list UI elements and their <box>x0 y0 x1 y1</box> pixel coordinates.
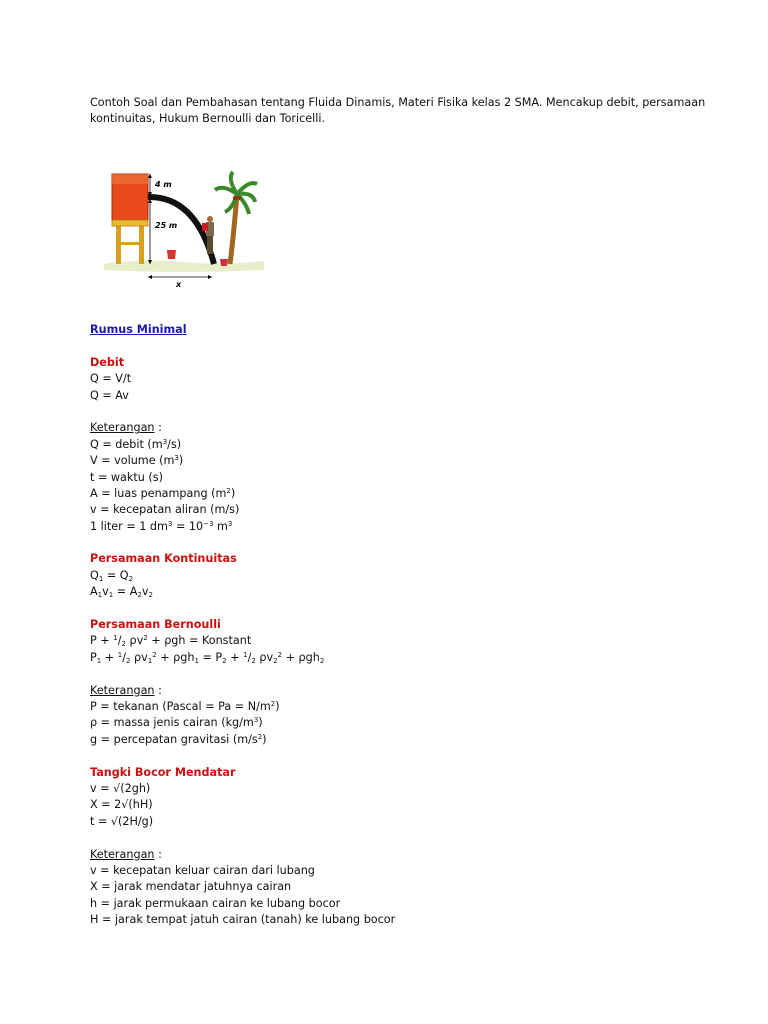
intro-paragraph: Contoh Soal dan Pembahasan tentang Fluida Dinamis, Materi Fisika kelas 2 SMA. Mencakup debit, persamaan kontinuitas, Hukum Bernoulli dan Toricelli. <box>90 96 706 125</box>
bernoulli-formula-1: $P + ^1/_2$ $\rho v^2 + \rho gh$ = Konstant <box>90 634 252 649</box>
formula-content <box>90 322 690 928</box>
label-25m: 25 m <box>155 221 178 230</box>
bernoulli-def-p: P = tekanan (Pascal = $Pa = N/m^2$) <box>90 699 280 713</box>
leaking-tank-figure <box>104 166 264 292</box>
debit-def-velocity: v = kecepatan aliran (m/s) <box>90 503 240 517</box>
bernoulli-def-g: g = percepatan gravitasi $(m/s^2)$ <box>90 732 267 746</box>
debit-def-t: t = waktu (s) <box>90 470 163 484</box>
bernoulli-formula-2: $P_1 + ^1/_2$ $\rho v_1^2 + \rho gh_1 = P_2 + ^1/_2$ $\rho v_2^2 + \rho gh_2$ <box>90 650 325 665</box>
debit-liter-conversion: 1 liter = 1 $dm^3 = 10^{-3}$ $m^3$ <box>90 519 233 533</box>
tangki-formula-3: t = √(2H/g) <box>90 814 154 828</box>
debit-def-q: Q = debit $(m^3/s)$ <box>90 437 182 451</box>
bernoulli-def-rho: ρ = massa jenis cairan $(kg/m^3)$ <box>90 716 263 730</box>
debit-heading: Debit <box>90 355 125 369</box>
keterangan-label: Keterangan : <box>90 847 162 861</box>
tangki-def-H: H = jarak tempat jatuh cairan (tanah) ke lubang bocor <box>90 913 396 927</box>
debit-formula-2: Q = Av <box>90 388 129 402</box>
debit-def-v: V = volume $(m^3)$ <box>90 454 184 468</box>
keterangan-label: Keterangan : <box>90 683 162 697</box>
tangki-formula-2: X = 2√(hH) <box>90 798 153 812</box>
label-x: x <box>176 280 182 289</box>
tank-illustration <box>104 166 264 292</box>
debit-def-a: A = luas penampang $(m^2)$ <box>90 486 236 500</box>
keterangan-label: Keterangan : <box>90 421 162 435</box>
kontinuitas-formula-1: $Q_1 = Q_2$ <box>90 568 134 583</box>
bernoulli-heading: Persamaan Bernoulli <box>90 618 221 632</box>
rumus-minimal-link[interactable]: Rumus Minimal <box>90 323 187 336</box>
tangki-def-v: v = kecepatan keluar cairan dari lubang <box>90 863 315 877</box>
tangki-heading: Tangki Bocor Mendatar <box>90 765 236 779</box>
kontinuitas-formula-2: $A_1v_1 = A_2v_2$ <box>90 585 153 600</box>
tangki-formula-1: v = √(2gh) <box>90 781 151 795</box>
label-4m: 4 m <box>155 180 172 189</box>
kontinuitas-heading: Persamaan Kontinuitas <box>90 552 237 566</box>
tangki-def-x: X = jarak mendatar jatuhnya cairan <box>90 880 292 894</box>
tangki-def-h: h = jarak permukaan cairan ke lubang bocor <box>90 896 341 910</box>
debit-formula-1: Q = V/t <box>90 372 132 386</box>
